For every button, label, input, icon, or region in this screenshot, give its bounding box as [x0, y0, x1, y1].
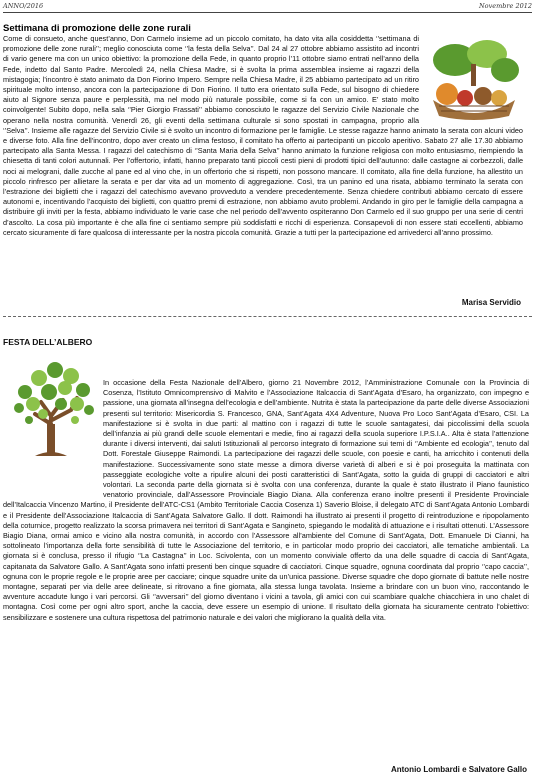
image-spacer — [3, 378, 103, 493]
article-divider — [3, 316, 532, 317]
header-divider — [3, 12, 532, 13]
article-rural-week — [3, 34, 523, 238]
article-body-rural-week: Come di consueto, anche quest’anno, Don Carmelo insieme ad un piccolo comitato, ha dato vita alla cosiddetta ‘’settimana di promozione delle zone rurali’’; meglio conosciuta come ‘’la festa della Selva’’. Dal 24 al 27 ottobre abbiamo assistito ad incontri di vario genere ma con un unico obiettivo: la promozione della Fede, in quanto proprio l’11 ottobre siamo entrati nell’anno della Fede, indetto dal Santo Padre. Mercoledì 24, nella Chiesa Madre, si è svolta la prima assemblea insieme ai ragazzi della mistagogia; l’incontro è stato animato da Don Fiorino Impero. Sempre nella Chiesa Madre, il 25 abbiamo partecipato ad un ritiro spirituale molto intenso, ancora con la partecipazione di Don Fiorino. Il tutto era orientato sulla Fede, sul bisogno di chiedere aiuto al Signore senza paure e perplessità, ma nel modo più naturale possibile, come si fa con un amico. E’ stato molto coinvolgente! Subito dopo, nella sala ‘’Pier Giorgio Frassati’’ abbiamo conosciuto le ragazze del Servizio Civile Nazionale che operano nella nostra comunità. Venerdì 26, gli eventi della settimana culturale si sono spostati in campagna, proprio alla ‘’Selva’’. Insieme alle ragazze del Servizio Civile si è svolto un incontro di formazione per le famiglie. Le stesse ragazze hanno animato la serata con alcuni video e diverse foto. Alla fine dell’incontro, dopo aver creato un clima festoso, il comitato ha offerto ai partecipanti un piccolo aperitivo. Sabato 27 alle 17.30 abbiamo partecipato alla Santa Messa. I ragazzi del catechismo di ‘’Santa Maria della Selva’’ hanno animato la funzione religiosa con molto entusiasmo, riempiendo la chiesetta di tanti colori autunnali. Per l’offertorio, infatti, hanno preparato tanti piccoli cesti pieni di prodotti tipici dell’autunno: dalle castagne ai corbezzoli, dalle noci ai melograni, dalle zucche al pane ed al vino che, in un offertorio che si rispetti, non possono mancare. Il comitato, alla fine della funzione, ha allestito un piccolo rinfresco per allietare la serata e per dar vita ad un momento di aggregazione. Così, tra un panino ed una risata, abbiamo terminato la serata con l’estrazione dei biglietti che i ragazzi del catechismo avevano provveduto a vendere precedentemente. Senza chiedere contributi abbiamo cercato di essere autonomi e, incentivando l’acquisto dei biglietti, con quattro premi di estrazione, non abbiamo avuto problemi. Andando in giro per le famiglie della campagna a distribuire gli inviti per la festa, abbiamo individuato le varie case che nel periodo dell’avvento ospiteranno Don Carmelo ed il suo gruppo per una serie di centri d’ascolto. La cosa più importante è che alla fine ci sentiamo sempre più soddisfatti e ricchi di esperienza. Consapevoli di non essere stati eccellenti, abbiamo cercato sicuramente di fare qualcosa di interessante per la nostra piccola comunità. Grazie a tutti per la partecipazione ed arrivederci all’anno prossimo. — [3, 34, 523, 237]
harvest-basket-icon — [425, 36, 523, 120]
author-signature-rural-week: Marisa Servidio — [461, 298, 521, 307]
article-body-tree-festival: In occasione della Festa Nazionale dell’Albero, giorno 21 Novembre 2012, l’Amministrazione Comunale con la Provincia di Cosenza, l’Istituto Omnicomprensivo di Malvito e l’Associazione Italcaccia di Sant’Agata d’Esaro, ha organizzato, con impegno e passione, una giornata all’insegna dell’ecologia e dell’ambiente. Nutrita è stata la partecipazione da parte delle diverse Associazioni presenti sul territorio: Misericordia S. Francesco, GNA, Sant’Agata 4X4 Adventure, Nuova Pro Loco Sant’Agata d’Esaro, CSI. La manifestazione si è svolta in due parti: al mattino con i ragazzi di tutte le scuole santagatesi, dai piccolissimi della scuola dell’infanzia ai più grandi delle scuole elementari e medie, fino ai ragazzi della scuola superiore I.P.S.I.A.. Alta è stata l’attenzione durante i diversi interventi, dai saluti Istituzionali al percorso integrato di formazione sui temi di ‘’Ambiente ed ecologia’’, tenuto dal Dott. Forestale Giuseppe Raimondi. La partecipazione dei ragazzi delle scuole, con poesie e canti, ha arricchito i contenuti della manifestazione. Successivamente sono state messe a dimora diverse varietà di alberi e si è poi proseguita la mattinata con passeggiate ecologiche volte a ripulire alcuni dei posti caratteristici di Sant’Agata, sotto la guida di gruppi di cacciatori e altri volontari. La seconda parte della giornata si è svolta con una conferenza, durante la quale è stato illustrato il Piano faunistico venatorio provinciale, dall’Assessore Provinciale Biagio Diana. Alla conferenza erano inoltre presenti il Presidente Provinciale dell’Italcaccia Vincenzo Martino, il Presidente dell’ATC-CS1 (Ambito Territoriale Caccia Cosenza 1) Saverio Bloise, il delegato ATC di Sant’Agata Antonio Lombardi e il Presidente dell’Associazione Italcaccia di Sant’Agata Salvatore Gallo. Il dott. Raimondi ha illustrato ai presenti il progetto di reintroduzione e ripopolamento della coturnice, progetto realizzato la scorsa primavera nei territori di Sant’Agata e Sangineto, spiegando le modalità di attuazione e i risultati ottenuti. L’Assessore Biagio Diana, ormai amico e vicino alla nostra comunità, in accordo con l’Assessore all’ambiente del Comune di Sant’Agata, Dott. Emanuele Di Cianni, ha sottolineato l’importanza della forte sensibilità di tutte le Associazione del territorio, e in particolar modo proprio dei cacciatori, alle tematiche ambientali. La giornata si è conclusa, presso il rifugio ‘’La Castagna’’ in Loc. Scivolenta, con un momento conviviale offerto da una delle squadre di caccia di Sant’Agata, capitanata da Salvatore Gallo. A Sant’Agata sono infatti presenti ben cinque squadre di cacciatori. Cinque squadre, ognuna coordinata dal proprio ‘’capo caccia’’, ognuna con le proprie regole e le proprie aree per cacciare; cinque squadre unite da un’unica passione. Diverse squadre che dopo giornate di battute nelle nostre montagne, separati per via delle aree delineate, si ritrovano a fine giornata, alla stessa lunga tavolata. Insieme a brindare con un buon vino, raccontando le avventure accadute lungo i vari percorsi. Gli ‘’avversari’’ del giorno diventano i vicini a tavola, gli amici con cui scambiare qualche chiacchiera in uno chalet di montagna. Così come per ogni altro sport, anche la caccia, deve essere un esempio di unione. Il risultato della giornata ha sicuramente centrato l’obiettivo: sensibilizzare e sostenere una cultura rispettosa del patrimonio naturale e dei valori che migliorano la qualità della vita. — [3, 378, 529, 622]
article-tree-festival — [3, 378, 529, 623]
article-title-rural-week: Settimana di promozione delle zone rurali — [3, 23, 191, 34]
header-left-text: ANNO/2016 — [3, 2, 44, 10]
article-title-tree-festival: FESTA DELL’ALBERO — [3, 337, 93, 347]
page-header — [3, 2, 532, 12]
header-date: Novembre 2012 — [478, 2, 532, 10]
author-signature-tree-festival: Antonio Lombardi e Salvatore Gallo — [390, 765, 527, 774]
